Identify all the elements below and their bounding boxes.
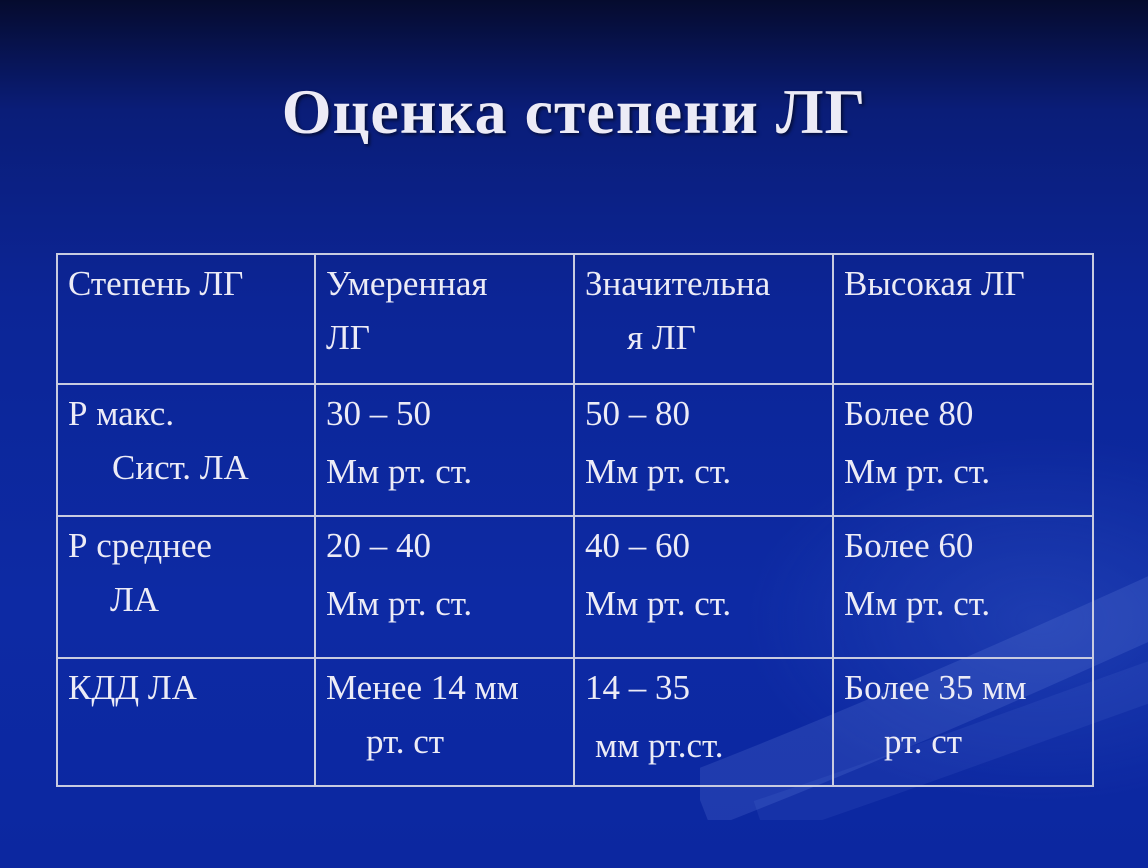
row-label-line-1: Р макс. — [68, 394, 175, 433]
table-header-row — [57, 254, 1093, 384]
row-label-line-1: КДД ЛА — [68, 668, 197, 707]
header-significant-line-1: Значительна — [585, 264, 771, 303]
row-label-line-2: ЛА — [110, 580, 160, 619]
moderate-cell — [315, 384, 574, 516]
significant-range: 14 – 35 — [585, 668, 690, 707]
row-label-line-1: Р среднее — [68, 526, 212, 565]
significant-range: 40 – 60 — [585, 526, 690, 565]
moderate-unit: Мм рт. ст. — [326, 452, 473, 491]
significant-cell — [574, 516, 833, 658]
moderate-range: 20 – 40 — [326, 526, 431, 565]
high-cell — [833, 516, 1093, 658]
moderate-cell — [315, 658, 574, 786]
row-label-cell — [57, 658, 315, 786]
moderate-cell — [315, 516, 574, 658]
header-cell-moderate — [315, 254, 574, 384]
moderate-unit: рт. ст — [366, 722, 445, 761]
slide-title: Оценка степени ЛГ — [281, 76, 867, 147]
row-label-line-2: Сист. ЛА — [112, 448, 249, 487]
high-unit: рт. ст — [884, 722, 963, 761]
row-label-cell — [57, 516, 315, 658]
header-high-label: Высокая ЛГ — [844, 264, 1025, 303]
moderate-unit: Мм рт. ст. — [326, 584, 473, 623]
significant-unit: Мм рт. ст. — [585, 452, 732, 491]
moderate-range: 30 – 50 — [326, 394, 431, 433]
significant-unit: мм рт.ст. — [595, 726, 724, 765]
row-label-cell — [57, 384, 315, 516]
header-cell-high — [833, 254, 1093, 384]
high-unit: Мм рт. ст. — [844, 452, 991, 491]
header-moderate-line-1: Умеренная — [326, 264, 488, 303]
high-unit: Мм рт. ст. — [844, 584, 991, 623]
header-moderate-line-2: ЛГ — [326, 318, 370, 357]
high-cell — [833, 658, 1093, 786]
significant-range: 50 – 80 — [585, 394, 690, 433]
header-cell-significant — [574, 254, 833, 384]
significant-cell — [574, 384, 833, 516]
significant-cell — [574, 658, 833, 786]
high-range: Более 35 мм — [844, 668, 1027, 707]
table-row — [57, 516, 1093, 658]
moderate-range: Менее 14 мм — [326, 668, 519, 707]
high-range: Более 60 — [844, 526, 974, 565]
high-range: Более 80 — [844, 394, 974, 433]
table-row — [57, 384, 1093, 516]
header-significant-line-2: я ЛГ — [627, 318, 696, 357]
significant-unit: Мм рт. ст. — [585, 584, 732, 623]
header-cell-grade — [57, 254, 315, 384]
table-row — [57, 658, 1093, 786]
high-cell — [833, 384, 1093, 516]
header-grade-label: Степень ЛГ — [68, 264, 244, 303]
pulmonary-hypertension-grades-table — [56, 253, 1094, 787]
